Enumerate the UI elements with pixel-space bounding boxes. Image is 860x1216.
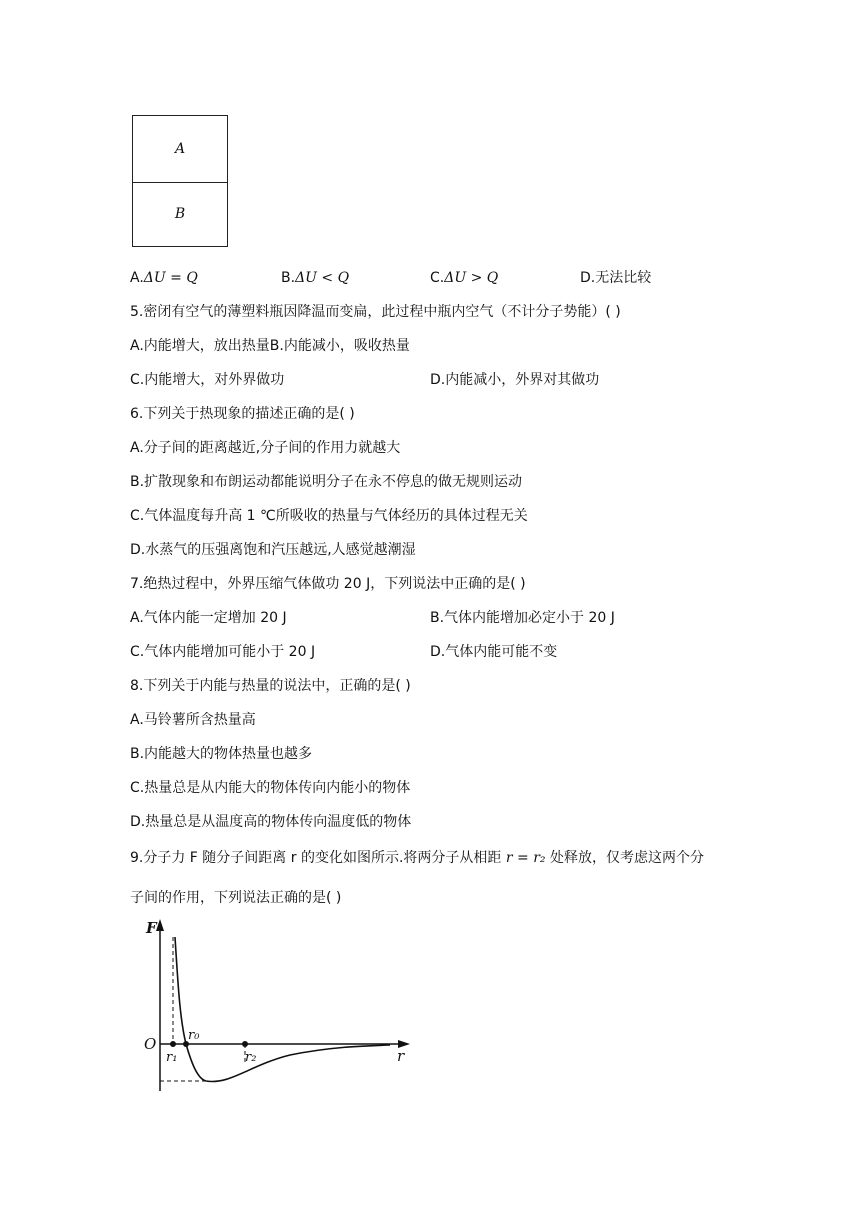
- q9-stem-math: r = r₂: [505, 850, 546, 866]
- q9-stem-line2: 子间的作用，下列说法正确的是( ): [130, 890, 342, 906]
- q6-stem: 6.下列关于热现象的描述正确的是( ): [130, 406, 355, 422]
- r0-label: r₀: [188, 1028, 200, 1043]
- q4-option-a: A.ΔU = Q: [130, 270, 198, 286]
- r1-point: [170, 1041, 176, 1047]
- q7-option-c: C.气体内能增加可能小于 20 J: [130, 644, 316, 660]
- r2-point: [242, 1041, 248, 1047]
- y-axis-label: F: [146, 919, 157, 937]
- force-distance-graph: [140, 915, 420, 1095]
- q4-option-d: D.无法比较: [580, 270, 652, 286]
- chamber-b-label: B: [174, 205, 186, 222]
- r2-label: r₂: [245, 1050, 257, 1065]
- q4-option-d-text: 无法比较: [595, 270, 652, 286]
- y-axis-arrow-icon: [156, 919, 164, 931]
- origin-label: O: [144, 1035, 157, 1053]
- chamber-a-label: A: [174, 141, 186, 157]
- chamber-a: [132, 115, 228, 183]
- q5-option-c: C.内能增大，对外界做功: [130, 372, 285, 388]
- q8-option-b: B.内能越大的物体热量也越多: [130, 746, 313, 762]
- x-axis-label: r: [397, 1047, 405, 1065]
- q4-option-c: C.ΔU > Q: [430, 270, 499, 286]
- q5-stem: 5.密闭有空气的薄塑料瓶因降温而变扁，此过程中瓶内空气（不计分子势能）( ): [130, 304, 621, 320]
- q5-option-d: D.内能减小，外界对其做功: [430, 372, 600, 388]
- q9-stem-line1: [130, 848, 704, 868]
- q7-option-a: A.气体内能一定增加 20 J: [130, 610, 287, 626]
- q9-stem-part2: 处释放，仅考虑这两个分: [545, 850, 704, 866]
- r1-label: r₁: [166, 1050, 178, 1065]
- q4-option-b: B.ΔU < Q: [281, 270, 350, 286]
- chamber-b: [132, 181, 228, 247]
- container-ab-figure: [132, 115, 228, 248]
- q7-option-d: D.气体内能可能不变: [430, 644, 558, 660]
- q6-option-a: A.分子间的距离越近,分子间的作用力就越大: [130, 440, 401, 456]
- q8-stem: 8.下列关于内能与热量的说法中，正确的是( ): [130, 678, 411, 694]
- q9-stem-part1: 9.分子力 F 随分子间距离 r 的变化如图所示.将两分子从相距: [130, 850, 506, 866]
- q8-option-c: C.热量总是从内能大的物体传向内能小的物体: [130, 780, 411, 796]
- force-curve: [175, 937, 390, 1082]
- q8-option-a: A.马铃薯所含热量高: [130, 712, 256, 728]
- q7-option-b: B.气体内能增加必定小于 20 J: [430, 610, 615, 626]
- q4-option-b-math: ΔU < Q: [295, 270, 350, 286]
- q6-option-c: C.气体温度每升高 1 ℃所吸收的热量与气体经历的具体过程无关: [130, 508, 528, 524]
- q7-stem: 7.绝热过程中，外界压缩气体做功 20 J，下列说法中正确的是( ): [130, 576, 526, 592]
- q6-option-d: D.水蒸气的压强离饱和汽压越远,人感觉越潮湿: [130, 542, 416, 558]
- q4-option-a-math: ΔU = Q: [143, 270, 198, 286]
- q5-option-ab: A.内能增大，放出热量B.内能减小，吸收热量: [130, 338, 410, 354]
- q6-option-b: B.扩散现象和布朗运动都能说明分子在永不停息的做无规则运动: [130, 474, 523, 490]
- q4-option-c-math: ΔU > Q: [444, 270, 499, 286]
- q8-option-d: D.热量总是从温度高的物体传向温度低的物体: [130, 814, 412, 830]
